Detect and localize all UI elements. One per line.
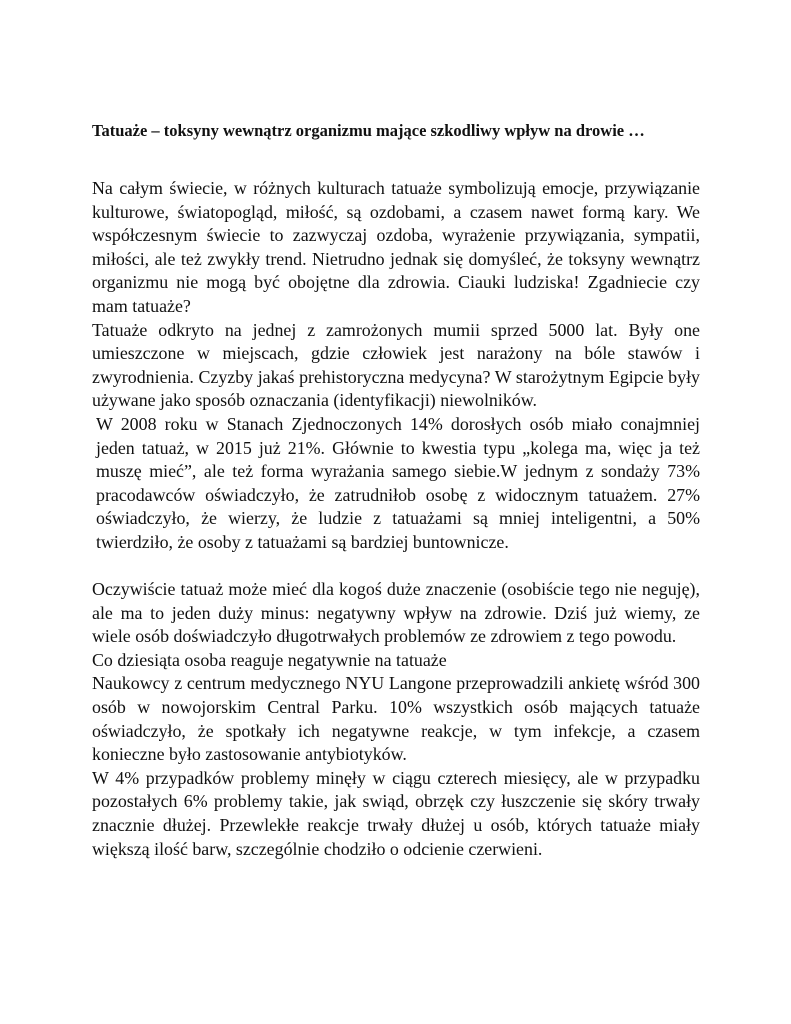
paragraph-statistics: W 2008 roku w Stanach Zjednoczonych 14% dorosłych osób miało conajmniej jeden tatuaż, w 2015 już 21%. Głównie to kwestia typu „kolega ma, więc ja też muszę mieć”, ale też forma wyrażania samego siebie.W jednym z sondaży 73% pracodawców oświadczyło, że zatrudniłob osobę z widocznym tatuażem. 27% oświadczyło, że wierzy, że ludzie z tatuażami są mniej inteligentni, a 50% twierdziło, że osoby z tatuażami są bardziej buntownicze. (96, 413, 700, 552)
spacer (92, 141, 700, 177)
spacer (92, 555, 700, 579)
document-page (92, 121, 700, 861)
paragraph-reactions: W 4% przypadków problemy minęły w ciągu czterech miesięcy, ale w przypadku pozostałych 6% problemy takie, jak swiąd, obrzęk czy łuszczenie się skóry trwały znacznie dłużej. Przewlekłe reakcje trwały dłużej u osób, których tatuaże miały większą ilość barw, szczególnie chodziło o odcienie czerwieni. (92, 767, 700, 859)
document-title: Tatuaże – toksyny wewnątrz organizmu mające szkodliwy wpływ na drowie … (92, 121, 645, 140)
paragraph-health-impact: Oczywiście tatuaż może mieć dla kogoś duże znaczenie (osobiście tego nie neguję), ale ma to jeden duży minus: negatywny wpływ na zdrowie. Dziś już wiemy, ze wiele osób doświadczyło długotrwałych problemów ze zdrowiem z tego powodu. (92, 579, 700, 647)
paragraph-history: Tatuaże odkryto na jednej z zamrożonych mumii sprzed 5000 lat. Były one umieszczone w miejscach, gdzie człowiek jest narażony na bóle stawów i zwyrodnienia. Czyzby jakaś prehistoryczna medycyna? W starożytnym Egipcie były używane jako sposób oznaczania (identyfikacji) niewolników. (92, 319, 700, 411)
section-heading: Co dziesiąta osoba reaguje negatywnie na tatuaże (92, 649, 447, 670)
paragraph-study: Naukowcy z centrum medycznego NYU Langone przeprowadzili ankietę wśród 300 osób w nowojorskim Central Parku. 10% wszystkich osób mających tatuaże oświadczyło, że spotkały ich negatywne reakcje, w tym infekcje, a czasem konieczne było zastosowanie antybiotyków. (92, 673, 700, 765)
paragraph-intro: Na całym świecie, w różnych kulturach tatuaże symbolizują emocje, przywiązanie kulturowe, światopogląd, miłość, są ozdobami, a czasem nawet formą kary. We współczesnym świecie to zazwyczaj ozdoba, wyrażenie przywiązania, sympatii, miłości, ale też zwykły trend. Nietrudno jednak się domyśleć, że toksyny wewnątrz organizmu nie mogą być obojętne dla zdrowia. Ciauki ludziska! Zgadniecie czy mam tatuaże? (92, 178, 700, 316)
